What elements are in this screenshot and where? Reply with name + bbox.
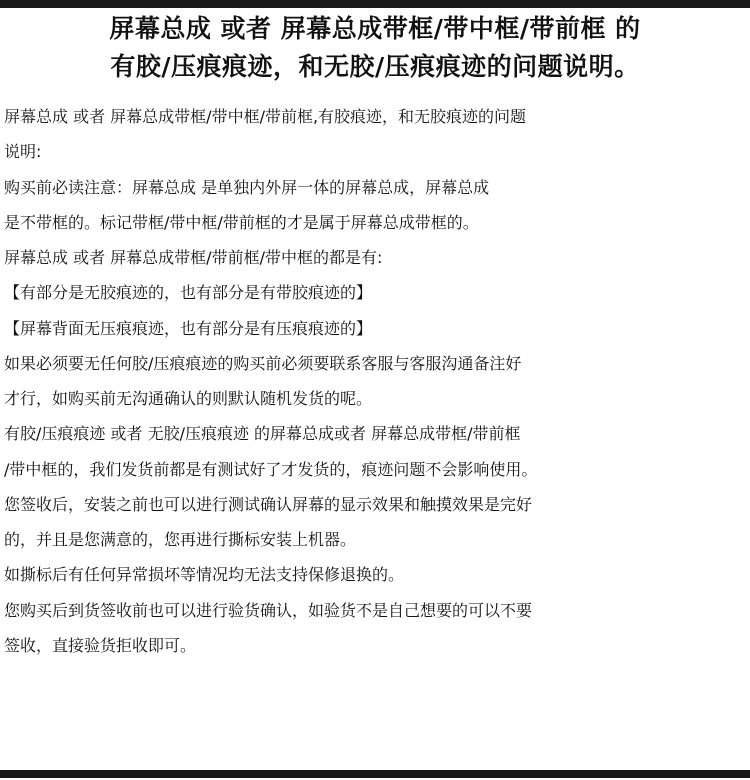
body-line: 您购买后到货签收前也可以进行验货确认，如验货不是自己想要的可以不要 [4, 600, 533, 620]
body-line: 购买前必读注意：屏幕总成 是单独内外屏一体的屏幕总成，屏幕总成 [4, 177, 490, 197]
body-line: 才行，如购买前无沟通确认的则默认随机发货的呢。 [4, 389, 373, 408]
body-line: 您签收后，安装之前也可以进行测试确认屏幕的显示效果和触摸效果是完好 [4, 494, 533, 514]
body-line: 【有部分是无胶痕迹的，也有部分是有带胶痕迹的】 [4, 283, 373, 303]
body-line: 签收，直接验货拒收即可。 [4, 635, 197, 655]
body-line: 有胶/压痕痕迹 或者 无胶/压痕痕迹 的屏幕总成或者 屏幕总成带框/带前框 [4, 424, 521, 444]
body-line: /带中框的，我们发货前都是有测试好了才发货的，痕迹问题不会影响使用。 [4, 459, 538, 479]
body-line: 屏幕总成 或者 屏幕总成带框/带前框/带中框的都是有: [4, 248, 383, 267]
body-line: 屏幕总成 或者 屏幕总成带框/带中框/带前框,有胶痕迹，和无胶痕迹的问题 [4, 107, 527, 126]
body-line: 【屏幕背面无压痕痕迹，也有部分是有压痕痕迹的】 [4, 318, 373, 338]
body-line: 如果必须要无任何胶/压痕痕迹的购买前必须要联系客服与客服沟通备注好 [4, 353, 522, 373]
bottom-divider [0, 770, 750, 778]
body-line: 说明: [4, 142, 42, 162]
body-line: 是不带框的。标记带框/带中框/带前框的才是属于屏幕总成带框的。 [4, 212, 479, 232]
top-divider [0, 0, 750, 8]
body-line: 如撕标后有任何异常损坏等情况均无法支持保修退换的。 [4, 565, 405, 585]
title-line-1: 屏幕总成 或者 屏幕总成带框/带中框/带前框 的 [109, 14, 641, 43]
body-line: 的，并且是您满意的，您再进行撕标安装上机器。 [4, 530, 357, 549]
title-line-2: 有胶/压痕痕迹，和无胶/压痕痕迹的问题说明。 [110, 52, 640, 81]
notice-title [0, 10, 750, 86]
notice-body [4, 99, 748, 663]
